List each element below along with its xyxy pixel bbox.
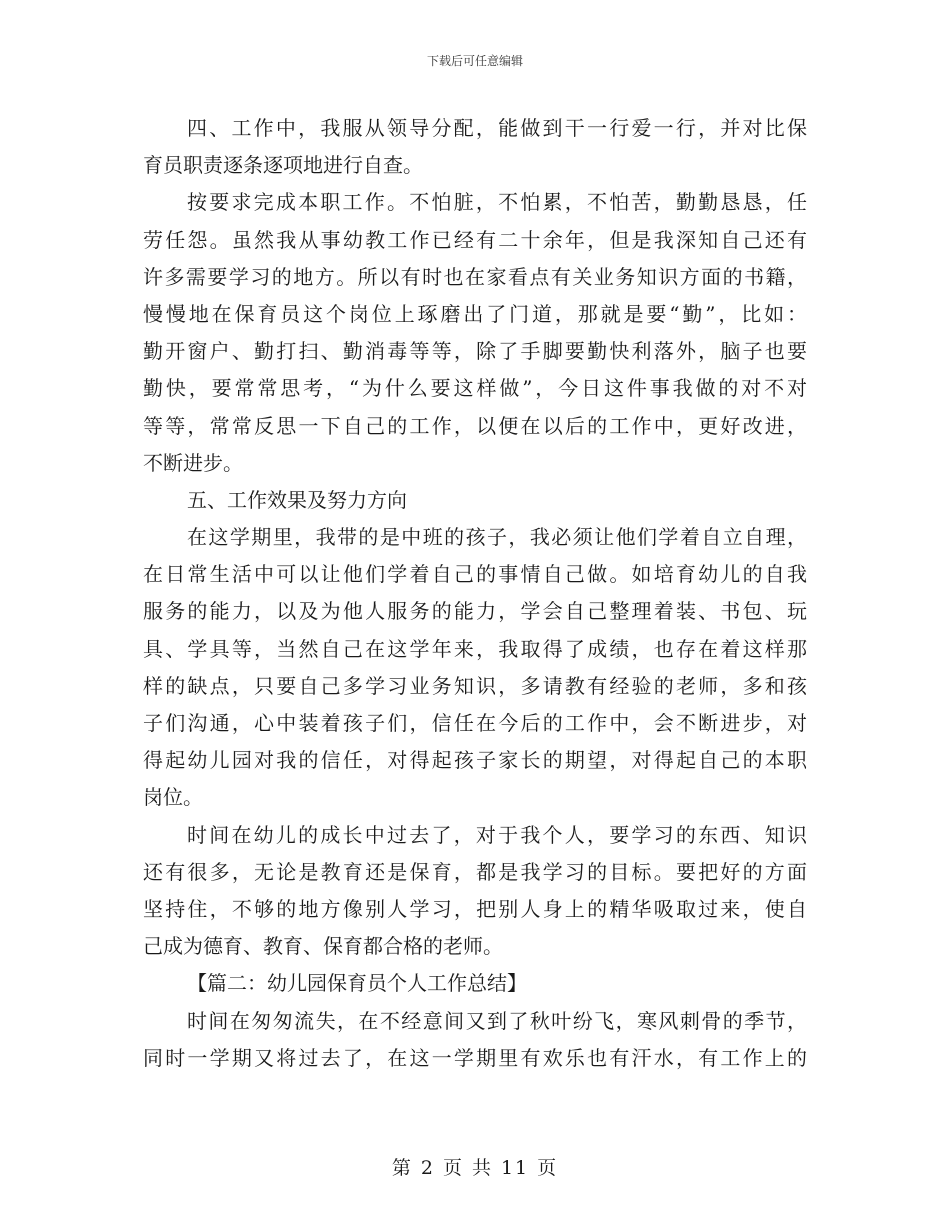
text-line: 得起幼儿园对我的信任，对得起孩子家长的期望，对得起自己的本职 <box>143 748 807 773</box>
text-line: 慢慢地在保育员这个岗位上琢磨出了门道，那就是要“勤”，比如： <box>143 301 807 326</box>
document-body <box>143 110 807 1077</box>
text-line: 时间在匆匆流失，在不经意间又到了秋叶纷飞，寒风刺骨的季节， <box>187 1008 807 1033</box>
text-line: 勤快，要常常思考，“为什么要这样做”，今日这件事我做的对不对 <box>143 376 807 401</box>
text-line: 具、学具等，当然自己在这学年来，我取得了成绩，也存在着这样那 <box>143 636 807 661</box>
footer-total-pages: 11 <box>500 1157 530 1179</box>
text-line: 同时一学期又将过去了，在这一学期里有欢乐也有汗水，有工作上的 <box>143 1045 807 1070</box>
text-line: 子们沟通，心中装着孩子们，信任在今后的工作中，会不断进步，对 <box>143 711 807 735</box>
footer-suffix: 页 <box>537 1157 559 1179</box>
header-note: 下载后可任意编辑 <box>426 54 523 68</box>
text-line: 育员职责逐条逐项地进行自查。 <box>143 153 423 178</box>
text-line: 劳任怨。虽然我从事幼教工作已经有二十余年，但是我深知自己还有 <box>143 227 807 252</box>
page-footer <box>0 1153 950 1180</box>
text-line: 许多需要学习的地方。所以有时也在家看点有关业务知识方面的书籍， <box>143 264 807 289</box>
text-line: 还有很多，无论是教育还是保育，都是我学习的目标。要把好的方面 <box>143 859 807 884</box>
footer-page-label: 页 <box>442 1157 464 1179</box>
text-line: 岗位。 <box>143 785 203 810</box>
text-line: 服务的能力，以及为他人服务的能力，学会自己整理着装、书包、玩 <box>143 599 807 624</box>
text-line: 时间在幼儿的成长中过去了，对于我个人，要学习的东西、知识 <box>187 822 807 847</box>
text-line: 坚持住，不够的地方像别人学习，把别人身上的精华吸取过来，使自 <box>143 896 807 921</box>
text-line: 五、工作效果及努力方向 <box>187 487 407 512</box>
text-line: 按要求完成本职工作。不怕脏，不怕累，不怕苦，勤勤恳恳，任 <box>187 190 807 215</box>
text-line: 样的缺点，只要自己多学习业务知识，多请教有经验的老师，多和孩 <box>143 673 807 698</box>
footer-prefix: 第 <box>391 1157 413 1179</box>
text-line: 【篇二：幼儿园保育员个人工作总结】 <box>187 971 527 996</box>
text-line: 在日常生活中可以让他们学着自己的事情自己做。如培育幼儿的自我 <box>143 562 807 587</box>
text-line: 不断进步。 <box>143 450 243 475</box>
text-line: 等等，常常反思一下自己的工作，以便在以后的工作中，更好改进， <box>143 413 807 438</box>
footer-page-number: 2 <box>420 1157 435 1179</box>
text-line: 勤开窗户、勤打扫、勤消毒等等，除了手脚要勤快利落外，脑子也要 <box>143 339 807 364</box>
text-line: 四、工作中，我服从领导分配，能做到干一行爱一行，并对比保 <box>187 116 807 140</box>
text-line: 己成为德育、教育、保育都合格的老师。 <box>143 934 503 959</box>
text-line: 在这学期里，我带的是中班的孩子，我必须让他们学着自立自理， <box>187 525 807 550</box>
footer-total-prefix: 共 <box>471 1157 493 1179</box>
